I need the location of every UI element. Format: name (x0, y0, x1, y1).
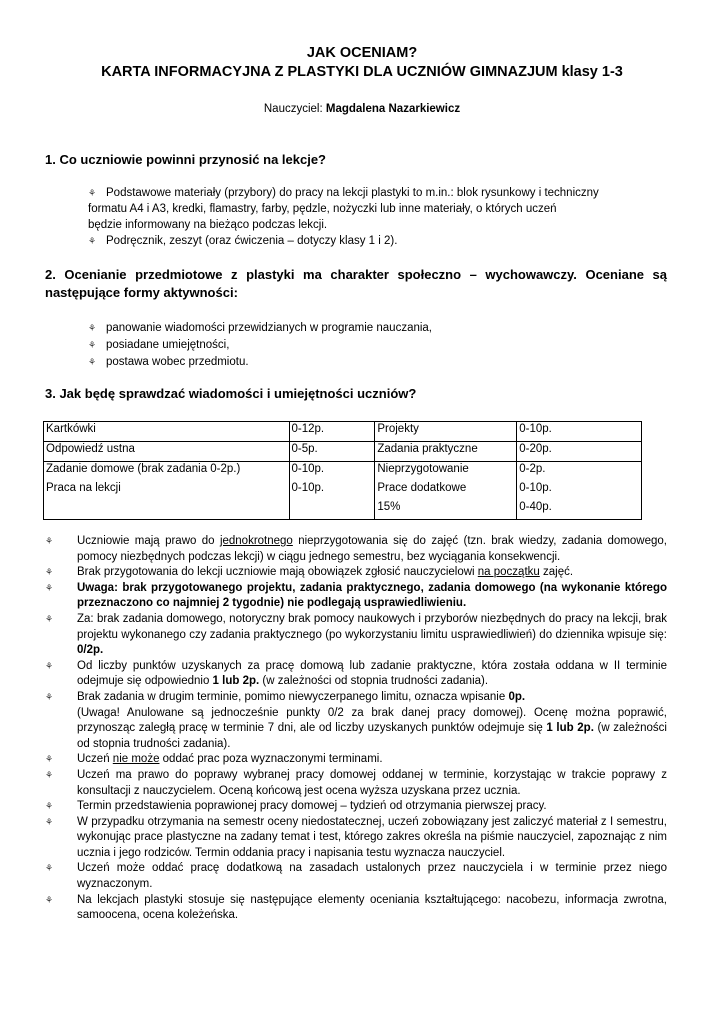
bullet-icon: ⚘ (45, 863, 54, 874)
section-2-list (88, 320, 648, 370)
teacher-line (0, 102, 724, 117)
list-item: ⚘ panowanie wiadomości przewidzianych w programie nauczania, (88, 322, 433, 334)
table-cell: 0-12p. (289, 422, 375, 442)
list-item: ⚘ Brak zadania w drugim terminie, pomimo niewyczerpanego limitu, oznacza wpisanie 0p. (Uwaga! Anulowane są jednocześnie punkty 0/2 za brak danej pracy domowej). Ocenę można poprawić, przynosząc zaległą pracę w terminie 7 dni, ale od liczby uzyskanych punktów odejmuje się 1 lub 2p. (w zależności od stopnia trudności zadania). (45, 690, 667, 750)
list-item: ⚘ Uwaga: brak przygotowanego projektu, zadania praktycznego, zadania domowego (na wykonanie którego przeznaczono co najmniej 2 tygodnie) nie podlegają usprawiedliwieniu. (45, 581, 667, 610)
table-cell: Projekty (375, 422, 517, 442)
list-item: ⚘ postawa wobec przedmiotu. (88, 356, 249, 368)
table-row (44, 422, 642, 442)
list-item: ⚘ W przypadku otrzymania na semestr oceny niedostatecznej, uczeń zobowiązany jest zaliczyć materiał z I semestru, wykonując prace plastyczne na zadany temat i test, którego zakres określa na piśmie nauczyciel, zapoznając z nim ucznia i jego rodziców. Termin oddania pracy i napisania testu wyznacza nauczyciel. (45, 815, 667, 859)
table-cell (289, 500, 375, 520)
bullet-icon: ⚘ (88, 236, 97, 246)
table-row (44, 500, 642, 520)
table-cell: 0-10p. (289, 481, 375, 500)
list-item-continuation: będzie informowany na bieżąco podczas lekcji. (88, 219, 328, 231)
table-cell: Zadanie domowe (brak zadania 0-2p.) (44, 462, 290, 482)
bullet-icon: ⚘ (45, 801, 54, 812)
table-cell: 0-10p. (289, 462, 375, 482)
bullet-icon: ⚘ (88, 188, 97, 198)
table-cell: Prace dodatkowe (375, 481, 517, 500)
table-cell: Zadania praktyczne (375, 442, 517, 462)
table-cell: 0-5p. (289, 442, 375, 462)
list-item: ⚘ Uczeń ma prawo do poprawy wybranej pracy domowej oddanej w terminie, korzystając w trakcie poprawy z konsultacji z nauczycielem. Oceną końcową jest ocena wyższa uzyskana przez ucznia. (45, 768, 667, 797)
bullet-icon: ⚘ (45, 769, 54, 780)
table-row (44, 442, 642, 462)
table-cell: 0-2p. (517, 462, 642, 482)
list-item: ⚘ Uczniowie mają prawo do jednokrotnego nieprzygotowania się do zajęć (tzn. brak wiedzy, zadania domowego, pomocy niezbędnych podczas lekcji) w ciągu jednego semestru, bez wyciągania konsekwencji. (45, 535, 667, 563)
list-item: ⚘ Uczeń nie może oddać prac poza wyznaczonymi terminami. (45, 752, 667, 768)
table-cell: Kartkówki (44, 422, 290, 442)
section-1-list (88, 185, 648, 249)
table-cell: Nieprzygotowanie (375, 462, 517, 482)
scoring-table (43, 421, 642, 520)
table-cell: 0-10p. (517, 481, 642, 500)
list-item: ⚘ posiadane umiejętności, (88, 339, 230, 351)
bullet-icon: ⚘ (45, 816, 54, 827)
section-2-heading: 2. Ocenianie przedmiotowe z plastyki ma charakter społeczno – wychowawczy. Oceniane są następujące formy aktywności: (45, 267, 667, 300)
bullet-icon: ⚘ (45, 894, 54, 905)
teacher-name: Magdalena Nazarkiewicz (325, 103, 461, 115)
title-line-2: KARTA INFORMACYJNA Z PLASTYKI DLA UCZNIÓW GIMNAZJUM klasy 1-3 (101, 64, 623, 80)
section-3-heading: 3. Jak będę sprawdzać wiadomości i umiejętności uczniów? (45, 386, 417, 401)
table-cell (44, 500, 290, 520)
list-item-continuation: formatu A4 i A3, kredki, flamastry, farby, pędzle, nożyczki lub inne materiały, o których uczeń (88, 203, 557, 215)
bullet-icon: ⚘ (45, 754, 54, 765)
bullet-icon: ⚘ (88, 340, 97, 350)
bullet-icon: ⚘ (45, 613, 54, 624)
list-item: ⚘ Od liczby punktów uzyskanych za pracę domową lub zadanie praktyczne, która została oddana w II terminie odejmuje się odpowiednio 1 lub 2p. (w zależności od stopnia trudności zadania). (45, 659, 667, 688)
bullet-icon: ⚘ (88, 323, 97, 333)
list-item: ⚘ Podręcznik, zeszyt (oraz ćwiczenia – dotyczy klasy 1 i 2). (88, 235, 398, 247)
teacher-label: Nauczyciel: (263, 103, 326, 115)
title-line-1: JAK OCENIAM? (306, 45, 418, 61)
bullet-icon: ⚘ (45, 567, 54, 578)
table-cell: 0-40p. (517, 500, 642, 520)
table-cell: 0-10p. (517, 422, 642, 442)
table-row (44, 481, 642, 500)
list-item: ⚘ Brak przygotowania do lekcji uczniowie mają obowiązek zgłosić nauczycielowi na początku zajęć. (45, 565, 667, 581)
list-item: ⚘ Za: brak zadania domowego, notoryczny brak pomocy naukowych i przyborów niezbędnych do pracy na lekcji, brak projektu wykonanego czy zadania praktycznego (po wykorzystaniu limitu usprawiedliwień) do dziennika wpisuje się: 0/2p. (45, 612, 667, 657)
list-item: ⚘ Podstawowe materiały (przybory) do pracy na lekcji plastyki to m.in.: blok rysunkowy i techniczny (88, 187, 599, 199)
bullet-icon: ⚘ (45, 536, 54, 546)
bullet-icon: ⚘ (88, 357, 97, 367)
table-cell: Odpowiedź ustna (44, 442, 290, 462)
rules-list (45, 534, 667, 924)
table-row (44, 462, 642, 482)
list-item: ⚘ Termin przedstawienia poprawionej pracy domowej – tydzień od otrzymania pierwszej pracy. (45, 799, 667, 815)
bullet-icon: ⚘ (45, 660, 54, 671)
list-item: ⚘ Uczeń może oddać pracę dodatkową na zasadach ustalonych przez nauczyciela i w terminie przez niego wyznaczonym. (45, 862, 667, 891)
table-cell: 15% (375, 500, 517, 520)
list-item: ⚘ Na lekcjach plastyki stosuje się następujące elementy oceniania kształtującego: nacobezu, informacja zwrotna, samoocena, ocena koleżeńska. (45, 893, 667, 922)
bullet-icon: ⚘ (45, 582, 54, 593)
table-cell: Praca na lekcji (44, 481, 290, 500)
table-cell: 0-20p. (517, 442, 642, 462)
section-1-heading: 1. Co uczniowie powinni przynosić na lekcje? (45, 152, 326, 167)
bullet-icon: ⚘ (45, 691, 54, 702)
